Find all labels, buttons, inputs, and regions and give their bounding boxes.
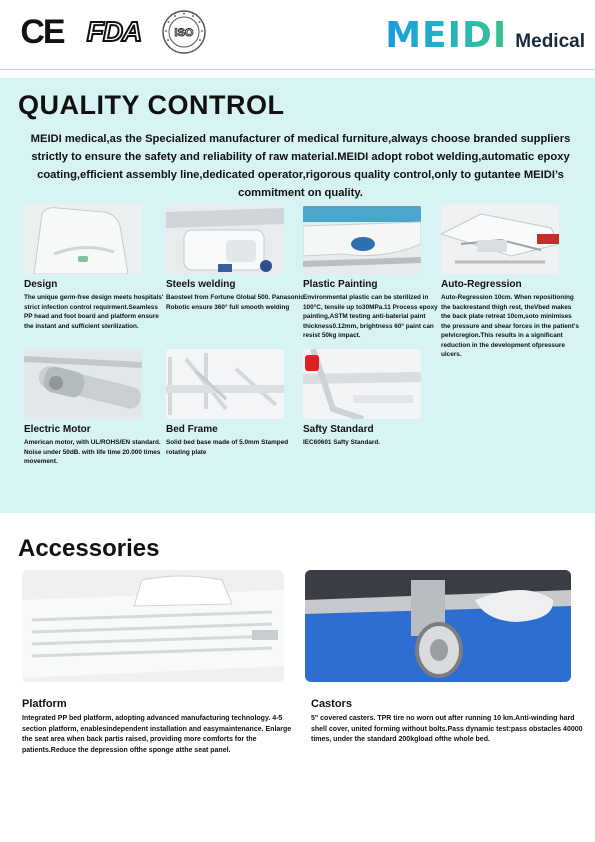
feature-text: Solid bed base made of 5.0mm Stamped rotating plate <box>166 439 289 456</box>
section-title: QUALITY CONTROL <box>18 90 285 120</box>
auto-regression-image <box>441 204 559 274</box>
accessory-text: Integrated PP bed platform, adopting advanced manufacturing technology. 4-5 section platform, enablesindependent installation and easymaintenance. Enlarge the seat area when back partis raised, providing more comforts for the patients.Reduce the depression ofthe sponge atthe seat panel. <box>22 715 292 754</box>
feature-title: Safty Standard <box>303 424 374 435</box>
brand-logo <box>385 15 585 56</box>
feature-text: IEC60601 Safty Standard. <box>303 439 381 446</box>
feature-title: Bed Frame <box>166 424 218 435</box>
iso-seal-icon <box>161 9 207 55</box>
quality-control-section <box>0 78 595 513</box>
accessory-title: Castors <box>311 698 352 710</box>
feature-steels-welding <box>166 204 306 312</box>
accessory-text: 5" covered casters. TPR tire no worn out after running 10 km.Anti-winding hard shell cover, united forming without bolts.Pass dynamic test:pass obstacles 40000 times, under the standard 200kgload ofthe whole bed. <box>311 715 583 743</box>
section-intro: MEIDI medical,as the Specialized manufacturer of medical furniture,always choose branded suppliers strictly to ensure the safety and reliability of raw material.MEIDI adopt robot welding,automatic epoxy coating,efficient assembly line,dedicated operator,rigorous quality control,only to gutantee MEIDI’s commitment on quality. <box>30 133 571 199</box>
feature-bed-frame <box>166 349 306 457</box>
accessory-title: Platform <box>22 698 67 710</box>
accessories-title: Accessories <box>18 535 160 562</box>
feature-text: Auto-Regression 10cm. When repositioning the backrestand thigh rest, theVbed makes the back plate retreat 10cm,soto minimises the pressure and shear forces in the patient's pelvicregion.This results in a significant reduction in the development ofpressure ulcers. <box>441 294 579 358</box>
iso-seal-text: ISO <box>174 27 194 39</box>
feature-safty-standard <box>303 349 443 448</box>
feature-title: Electric Motor <box>24 424 91 435</box>
logo-brand: MEIDI <box>385 15 508 56</box>
page-header <box>0 0 595 70</box>
ce-mark: CE <box>20 12 64 51</box>
feature-text: Environmental plastic can be sterilized in 100°C, tensile up to30MPa.11 Process epoxy painting,ASTM testing anti-baterial paint thickness0.12mm, brightness 60° paint can resist 50kg impact. <box>303 294 438 339</box>
platform-image <box>22 570 284 682</box>
feature-title: Auto-Regression <box>441 279 522 290</box>
feature-text: Baosteel from Fortune Global 500. Panasonic Robotic ensure 360° full smooth welding <box>166 294 304 311</box>
plastic-painting-image <box>303 204 421 274</box>
feature-auto-regression <box>441 204 581 360</box>
feature-text: American motor, with UL/ROHS/EN standard. Noise under 50dB. with life time 20.000 times movement. <box>24 439 161 465</box>
logo-suffix: Medical <box>515 31 585 52</box>
design-image <box>24 204 142 274</box>
safty-standard-image <box>303 349 421 419</box>
iso-seal <box>160 15 208 49</box>
electric-motor-image <box>24 349 142 419</box>
feature-title: Plastic Painting <box>303 279 378 290</box>
feature-title: Design <box>24 279 58 290</box>
feature-design <box>24 204 164 331</box>
feature-title: Steels welding <box>166 279 236 290</box>
castors-image <box>305 570 571 682</box>
feature-plastic-painting <box>303 204 443 341</box>
steels-welding-image <box>166 204 284 274</box>
fda-mark: FDA <box>86 16 142 47</box>
feature-electric-motor <box>24 349 164 467</box>
feature-text: The unique germ-free design meets hospitals' strict infection control requirment.Seamless PP head and foot board and platform ensure the instant and sufficient sterilization. <box>24 294 164 330</box>
bed-frame-image <box>166 349 284 419</box>
